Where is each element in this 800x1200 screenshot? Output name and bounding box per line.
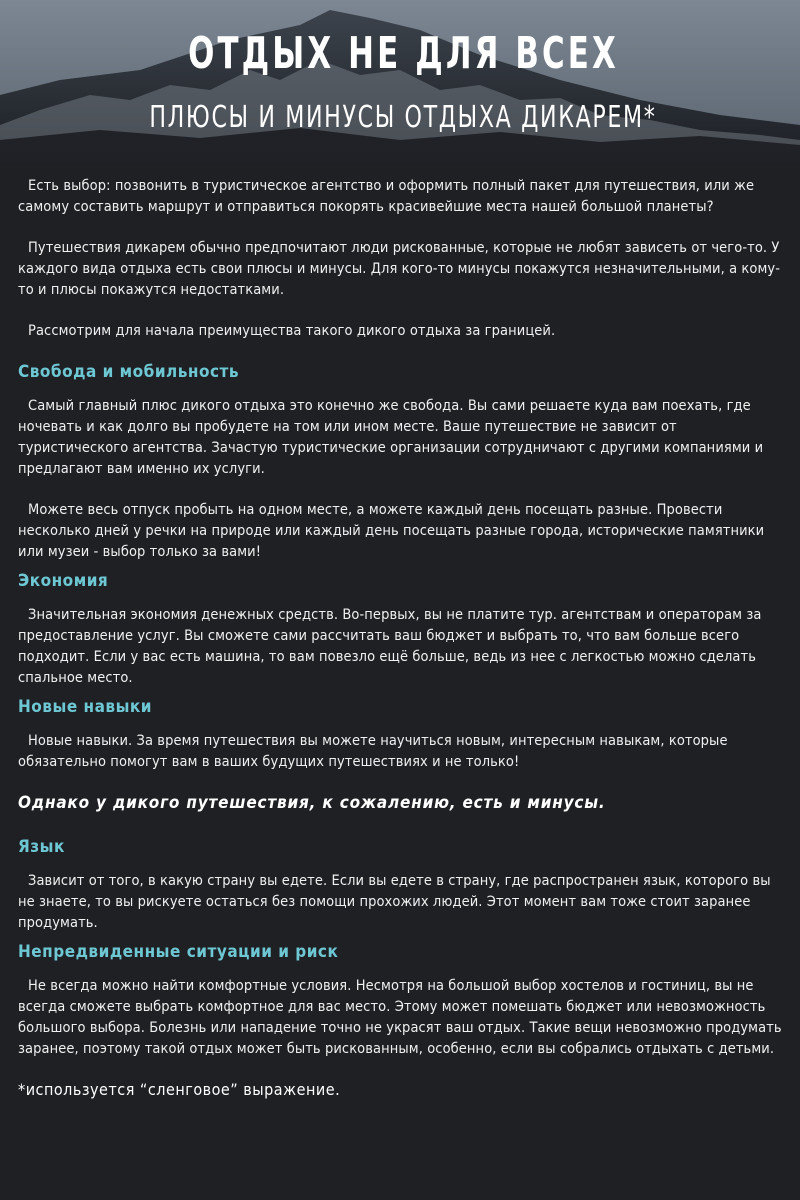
- section-heading-economy: Экономия: [18, 571, 109, 591]
- section-paragraph: Самый главный плюс дикого отдыха это конечно же свобода. Вы сами решаете куда вам поехать, где ночевать и как долго вы пробудете на том или ином месте. Ваше путешествие не зависит от туристического агентства. Зачастую туристические организации сотрудничают с другими компаниями и предлагают вам именно их услуги.: [18, 398, 764, 477]
- intro-paragraph: Есть выбор: позвонить в туристическое агентство и оформить полный пакет для путешествия, или же самому составить маршрут и отправиться покорять красивейшие места нашей большой планеты?: [18, 178, 755, 215]
- section-heading-risk: Непредвиденные ситуации и риск: [18, 942, 339, 962]
- section-heading-freedom: Свобода и мобильность: [18, 362, 240, 382]
- article-body: [18, 176, 788, 1099]
- intro-paragraph: Путешествия дикарем обычно предпочитают люди рискованные, которые не любят зависеть от чего-то. У каждого вида отдыха есть свои плюсы и минусы. Для кого-то минусы покажутся незначительными, а кому-то и плюсы покажутся недостатками.: [18, 240, 781, 298]
- section-paragraph: Значительная экономия денежных средств. Во-первых, вы не платите тур. агентствам и операторам за предоставление услуг. Вы сможете сами рассчитать ваш бюджет и выбрать то, что вам больше всего подходит. Если у вас есть машина, то вам повезло ещё больше, ведь из нее с легкостью можно сделать спальное место.: [18, 607, 762, 686]
- header-banner: [0, 0, 800, 162]
- section-heading-language: Язык: [18, 837, 65, 857]
- section-paragraph: Зависит от того, в какую страну вы едете. Если вы едете в страну, где распространен язык, которого вы не знаете, то вы рискуете остаться без помощи прохожих людей. Этот момент вам тоже стоит заранее продумать.: [18, 873, 771, 931]
- page-subtitle: ПЛЮСЫ И МИНУСЫ ОТДЫХА ДИКАРЕМ*: [149, 100, 657, 135]
- section-heading-skills: Новые навыки: [18, 697, 153, 717]
- intro-paragraph: Рассмотрим для начала преимущества такого дикого отдыха за границей.: [28, 323, 556, 339]
- mountain-image: [0, 0, 800, 162]
- minus-intro: Однако у дикого путешествия, к сожалению, есть и минусы.: [18, 793, 606, 813]
- page-title: ОТДЫХ НЕ ДЛЯ ВСЕХ: [188, 28, 619, 79]
- footnote: *используется “сленговое” выражение.: [18, 1080, 341, 1099]
- section-paragraph: Новые навыки. За время путешествия вы можете научиться новым, интересным навыкам, которые обязательно помогут вам в ваших будущих путешествиях и не только!: [18, 733, 728, 770]
- section-paragraph: Не всегда можно найти комфортные условия. Несмотря на большой выбор хостелов и гостиниц, вы не всегда сможете выбрать комфортное для вас место. Этому может помешать бюджет или невозможность большого выбора. Болезнь или нападение точно не украсят ваш отдых. Такие вещи невозможно продумать заранее, поэтому такой отдых может быть рискованным, особенно, если вы собрались отдыхать с детьми.: [18, 978, 782, 1057]
- section-paragraph: Можете весь отпуск пробыть на одном месте, а можете каждый день посещать разные. Провести несколько дней у речки на природе или каждый день посещать разные города, исторические памятники или музеи - выбор только за вами!: [18, 502, 765, 560]
